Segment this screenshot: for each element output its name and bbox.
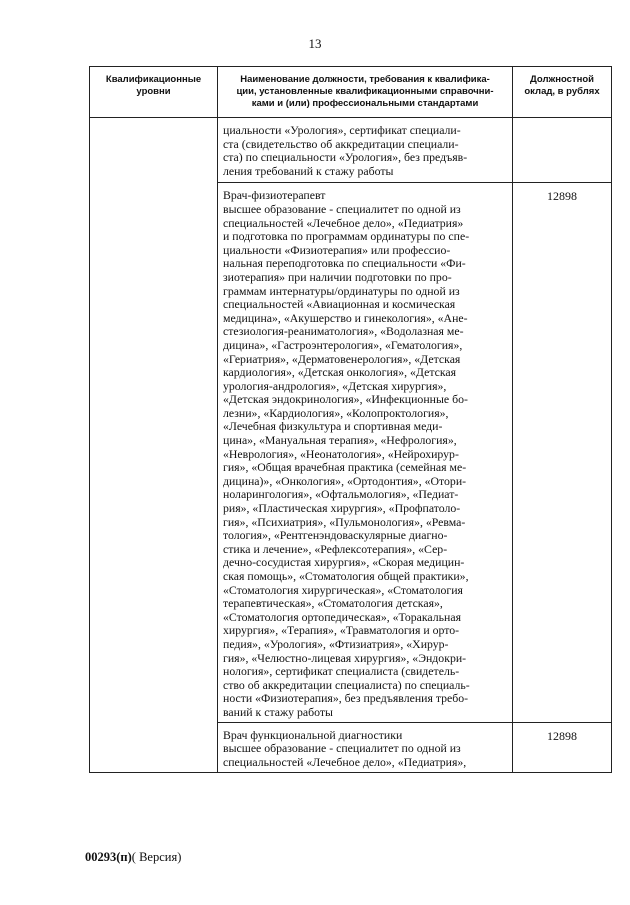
header-text-line: ции, установленные квалификационными справочни- — [236, 86, 494, 97]
text-line: ваний к стажу работы — [223, 704, 333, 719]
text-line: педия», «Урология», «Фтизиатрия», «Хирур- — [223, 636, 449, 651]
table-row — [90, 118, 612, 183]
header-text-line: Наименование должности, требования к квалифика- — [240, 74, 490, 85]
header-text-line: уровни — [136, 86, 171, 97]
text-line: «Гериатрия», «Дерматовенерология», «Детская — [223, 351, 461, 366]
header-text-line: ками и (или) профессиональными стандартами — [251, 98, 479, 109]
position-description-cell — [218, 722, 513, 773]
text-line: ноларингология», «Офтальмология», «Педиат- — [223, 487, 459, 502]
header-qualification-levels — [90, 67, 218, 118]
text-line: ста) по специальности «Урология», без предъяв- — [223, 150, 468, 165]
text-line: кардиология», «Детская онкология», «Детская — [223, 365, 457, 380]
text-line: гия», «Общая врачебная практика (семейная ме- — [223, 460, 467, 475]
text-line: лезни», «Кардиология», «Колопроктология», — [223, 405, 449, 420]
text-line: дицина)», «Онкология», «Ортодонтия», «Отори- — [223, 473, 467, 488]
text-line: дечно-сосудистая хирургия», «Скорая медицин- — [223, 555, 465, 570]
position-title: Врач функциональной диагностики — [223, 727, 403, 742]
position-description-cell — [218, 183, 513, 722]
text-line: ления требований к стажу работы — [223, 163, 394, 178]
header-text-line: Должностной — [530, 74, 594, 85]
text-line: терапевтическая», «Стоматология детская», — [223, 596, 443, 611]
text-line: гия», «Психиатрия», «Пульмонология», «Ревма- — [223, 514, 466, 529]
text-line: ская помощь», «Стоматология общей практики», — [223, 569, 469, 583]
qualification-table — [89, 66, 612, 773]
text-line: тология», «Рентгенэндоваскулярные диагно- — [223, 528, 448, 543]
text-line: ста (свидетельство об аккредитации специали- — [223, 136, 459, 151]
text-line: граммам интернатуры/ординатуры по одной из — [223, 283, 460, 298]
text-line: цина», «Мануальная терапия», «Нефрология», — [223, 433, 457, 448]
document-version: ( Версия) — [131, 850, 182, 864]
table-header-row — [90, 67, 612, 118]
text-line: нальная переподготовка по специальности «Фи- — [223, 256, 466, 271]
header-text-line: Квалификационные — [105, 74, 202, 85]
text-line: специальностей «Лечебное дело», «Педиатрия» — [223, 215, 464, 230]
position-description-cell — [218, 118, 513, 183]
salary-cell: 12898 — [513, 722, 612, 773]
text-line: ности «Физиотерапия», без предъявления требо- — [223, 691, 469, 706]
page-number: 13 — [308, 36, 322, 51]
document-footer — [85, 850, 181, 865]
text-line: стика и лечение», «Рефлексотерапия», «Сер- — [223, 541, 448, 556]
header-text-line: оклад, в рублях — [524, 86, 600, 97]
text-line: и подготовка по программам ординатуры по спе- — [223, 229, 470, 244]
text-line: специальностей «Авиационная и космическая — [223, 297, 456, 312]
text-line: «Лечебная физкультура и спортивная меди- — [223, 419, 443, 434]
text-line: «Детская эндокринология», «Инфекционные бо- — [223, 392, 468, 407]
text-line: высшее образование - специалитет по одной из — [223, 741, 461, 756]
text-line: циальности «Физиотерапия» или профессио- — [223, 242, 451, 257]
header-position-requirements — [218, 67, 513, 118]
header-salary — [513, 67, 612, 118]
text-line: хирургия», «Терапия», «Травматология и орто- — [223, 623, 460, 638]
salary-cell: 12898 — [513, 183, 612, 722]
text-line: зиотерапия» при наличии подготовки по про- — [223, 269, 452, 284]
text-line: рия», «Пластическая хирургия», «Профпатоло- — [223, 501, 461, 516]
text-line: урология-андрология», «Детская хирургия», — [223, 378, 447, 393]
text-line: ство об аккредитации специалиста) по специаль- — [223, 677, 470, 692]
salary-cell — [513, 118, 612, 183]
text-line: высшее образование - специалитет по одной из — [223, 201, 461, 216]
text-line: циальности «Урология», сертификат специали- — [223, 123, 461, 137]
position-title: Врач-физиотерапевт — [223, 188, 326, 203]
text-line: «Стоматология хирургическая», «Стоматология — [223, 582, 463, 597]
text-line: специальностей «Лечебное дело», «Педиатрия», — [223, 754, 467, 769]
text-line: нология», сертификат специалиста (свидетель- — [223, 664, 460, 679]
text-line: «Неврология», «Неонатология», «Нейрохирур- — [223, 446, 459, 461]
text-line: гия», «Челюстно-лицевая хирургия», «Эндокри- — [223, 650, 467, 665]
document-code: 00293(п) — [85, 850, 132, 864]
text-line: стезиология-реаниматология», «Водолазная ме- — [223, 324, 464, 339]
qualification-level-cell — [90, 118, 218, 773]
text-line: дицина», «Гастроэнтерология», «Гематология», — [223, 337, 463, 352]
text-line: «Стоматология ортопедическая», «Торакальная — [223, 609, 461, 624]
text-line: медицина», «Акушерство и гинекология», «Ане- — [223, 310, 468, 325]
